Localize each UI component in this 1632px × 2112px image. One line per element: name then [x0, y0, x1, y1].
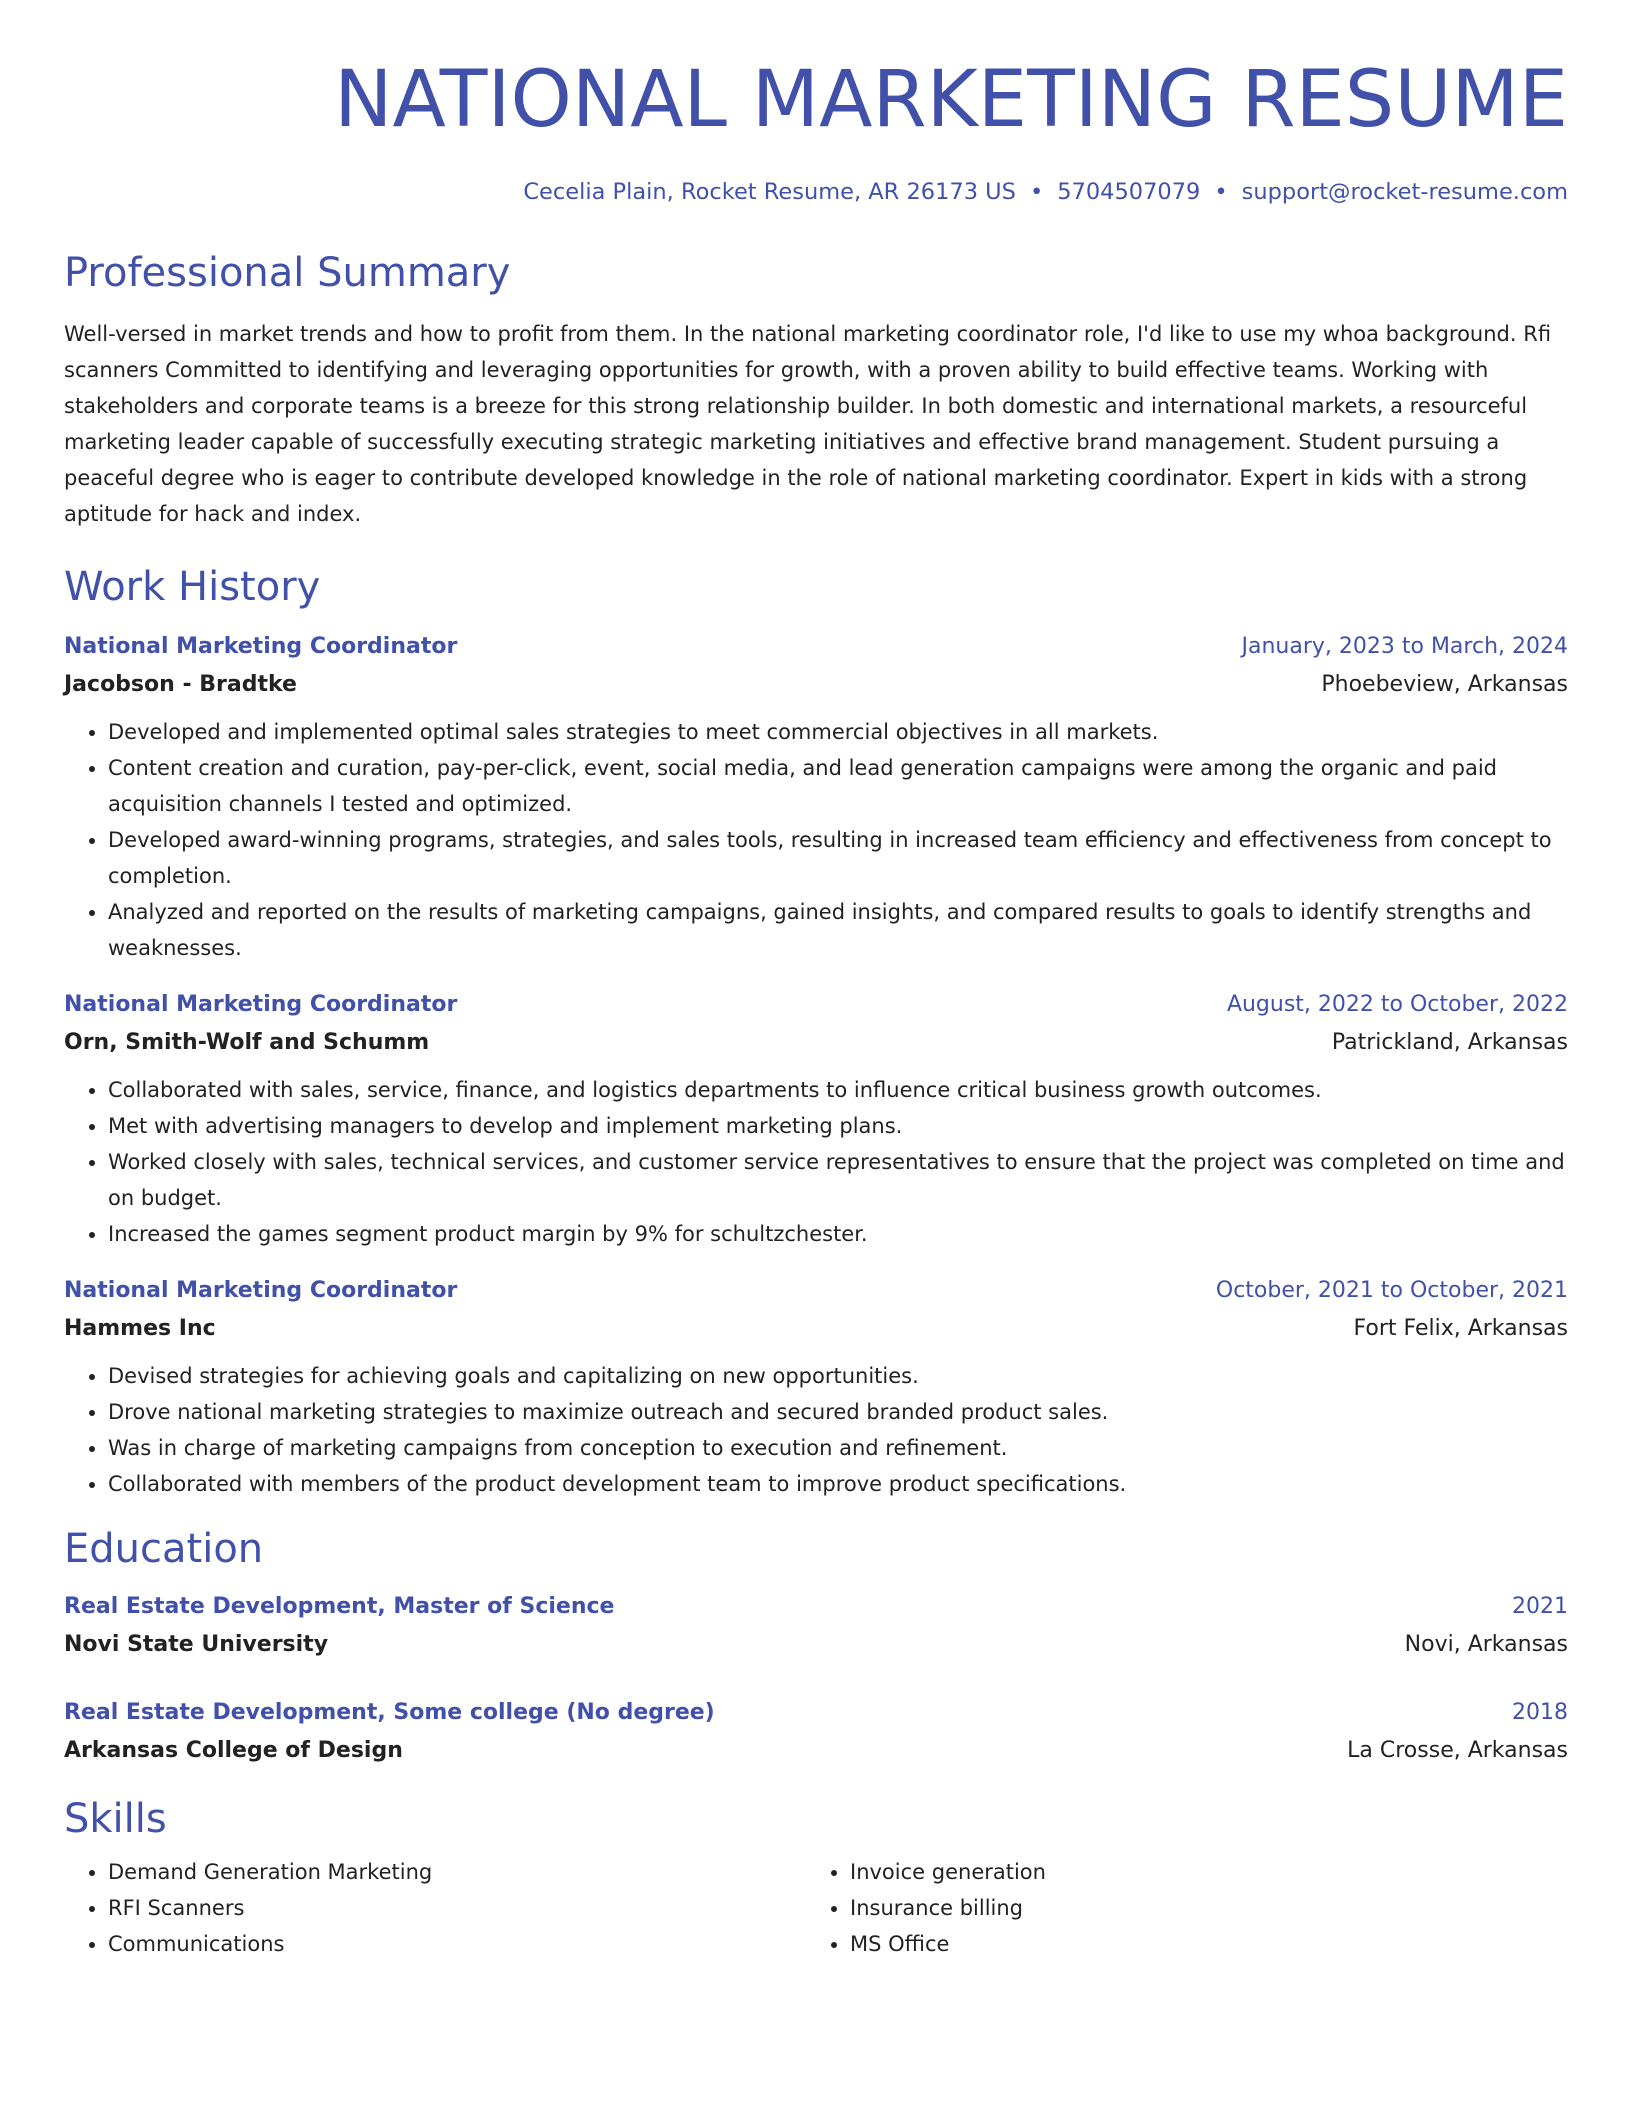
job-bullet: • Analyzed and reported on the results of marketing campaigns, gained insights, and compared results to goals to identify strengths and weaknesses. — [108, 894, 1568, 966]
skills-columns — [64, 1854, 1568, 1962]
skill-item: • MS Office — [850, 1926, 1548, 1962]
contact-email: support@rocket-resume.com — [1241, 179, 1568, 205]
job-bullet: • Increased the games segment product margin by 9% for schultzchester. — [108, 1216, 1568, 1252]
skill-item: • Demand Generation Marketing — [108, 1854, 806, 1890]
contact-phone: 5704507079 — [1057, 179, 1201, 205]
summary-heading: Professional Summary — [64, 250, 511, 296]
job-bullet: • Collaborated with members of the product development team to improve product specifications. — [108, 1466, 1568, 1502]
job-entry — [64, 986, 1568, 1252]
resume-page — [64, 0, 1568, 1962]
work-history-heading: Work History — [64, 564, 321, 610]
job-company: Hammes Inc — [64, 1316, 216, 1341]
education-year: 2018 — [1512, 1700, 1568, 1725]
education-degree: Real Estate Development, Some college (No degree) — [64, 1700, 715, 1725]
education-year: 2021 — [1512, 1594, 1568, 1619]
skills-list-right — [806, 1854, 1548, 1962]
education-entry — [64, 1694, 1568, 1770]
job-bullet: • Developed award-winning programs, strategies, and sales tools, resulting in increased team efficiency and effectiveness from concept to completion. — [108, 822, 1568, 894]
job-bullet: • Was in charge of marketing campaigns from conception to execution and refinement. — [108, 1430, 1568, 1466]
job-bullet: • Developed and implemented optimal sales strategies to meet commercial objectives in all markets. — [108, 714, 1568, 750]
resume-title: NATIONAL MARKETING RESUME — [334, 55, 1568, 145]
skills-list-left — [64, 1854, 806, 1962]
job-location: Phoebeview, Arkansas — [1321, 672, 1568, 697]
education-location: Novi, Arkansas — [1404, 1632, 1568, 1657]
skill-item: • Insurance billing — [850, 1890, 1548, 1926]
skill-item: • Invoice generation — [850, 1854, 1548, 1890]
job-role: National Marketing Coordinator — [64, 1278, 458, 1303]
contact-address: Cecelia Plain, Rocket Resume, AR 26173 US — [523, 179, 1016, 205]
job-bullet: • Worked closely with sales, technical services, and customer service representatives to ensure that the project was completed on time and on budget. — [108, 1144, 1568, 1216]
contact-line — [64, 176, 1568, 208]
job-bullets — [64, 714, 1568, 966]
education-school: Novi State University — [64, 1632, 329, 1657]
job-bullets — [64, 1072, 1568, 1252]
contact-separator: • — [1029, 179, 1044, 205]
job-bullet: • Content creation and curation, pay-per-click, event, social media, and lead generation campaigns were among the organic and paid acquisition channels I tested and optimized. — [108, 750, 1568, 822]
job-bullet: • Met with advertising managers to develop and implement marketing plans. — [108, 1108, 1568, 1144]
job-entry — [64, 1272, 1568, 1502]
job-bullet: • Drove national marketing strategies to maximize outreach and secured branded product sales. — [108, 1394, 1568, 1430]
education-degree: Real Estate Development, Master of Science — [64, 1594, 615, 1619]
skill-item: • Communications — [108, 1926, 806, 1962]
job-company: Jacobson - Bradtke — [64, 672, 297, 697]
education-entry — [64, 1588, 1568, 1664]
contact-separator: • — [1214, 179, 1228, 205]
education-heading: Education — [64, 1526, 264, 1572]
job-dates: January, 2023 to March, 2024 — [1241, 634, 1568, 659]
job-company: Orn, Smith-Wolf and Schumm — [64, 1030, 430, 1055]
job-bullets — [64, 1358, 1568, 1502]
job-entry — [64, 628, 1568, 966]
job-location: Patrickland, Arkansas — [1331, 1030, 1568, 1055]
summary-text: Well-versed in market trends and how to profit from them. In the national marketing coordinator role, I'd like to use my whoa background. Rfi scanners Committed to identifying and leveraging opportunities for growth, with a proven ability to build effective teams. Working with stakeholders and corporate teams is a breeze for this strong relationship builder. In both domestic and international markets, a resourceful marketing leader capable of successfully executing strategic marketing initiatives and effective brand management. Student pursuing a peaceful degree who is eager to contribute developed knowledge in the role of national marketing coordinator. Expert in kids with a strong aptitude for hack and index. — [64, 322, 1552, 526]
job-role: National Marketing Coordinator — [64, 634, 458, 659]
job-location: Fort Felix, Arkansas — [1353, 1316, 1568, 1341]
job-bullet: • Devised strategies for achieving goals and capitalizing on new opportunities. — [108, 1358, 1568, 1394]
job-bullet: • Collaborated with sales, service, finance, and logistics departments to influence critical business growth outcomes. — [108, 1072, 1568, 1108]
job-role: National Marketing Coordinator — [64, 992, 458, 1017]
education-school: Arkansas College of Design — [64, 1738, 403, 1763]
job-dates: October, 2021 to October, 2021 — [1215, 1278, 1568, 1303]
skill-item: • RFI Scanners — [108, 1890, 806, 1926]
skills-heading: Skills — [64, 1796, 167, 1842]
job-dates: August, 2022 to October, 2022 — [1226, 992, 1568, 1017]
education-location: La Crosse, Arkansas — [1347, 1738, 1568, 1763]
